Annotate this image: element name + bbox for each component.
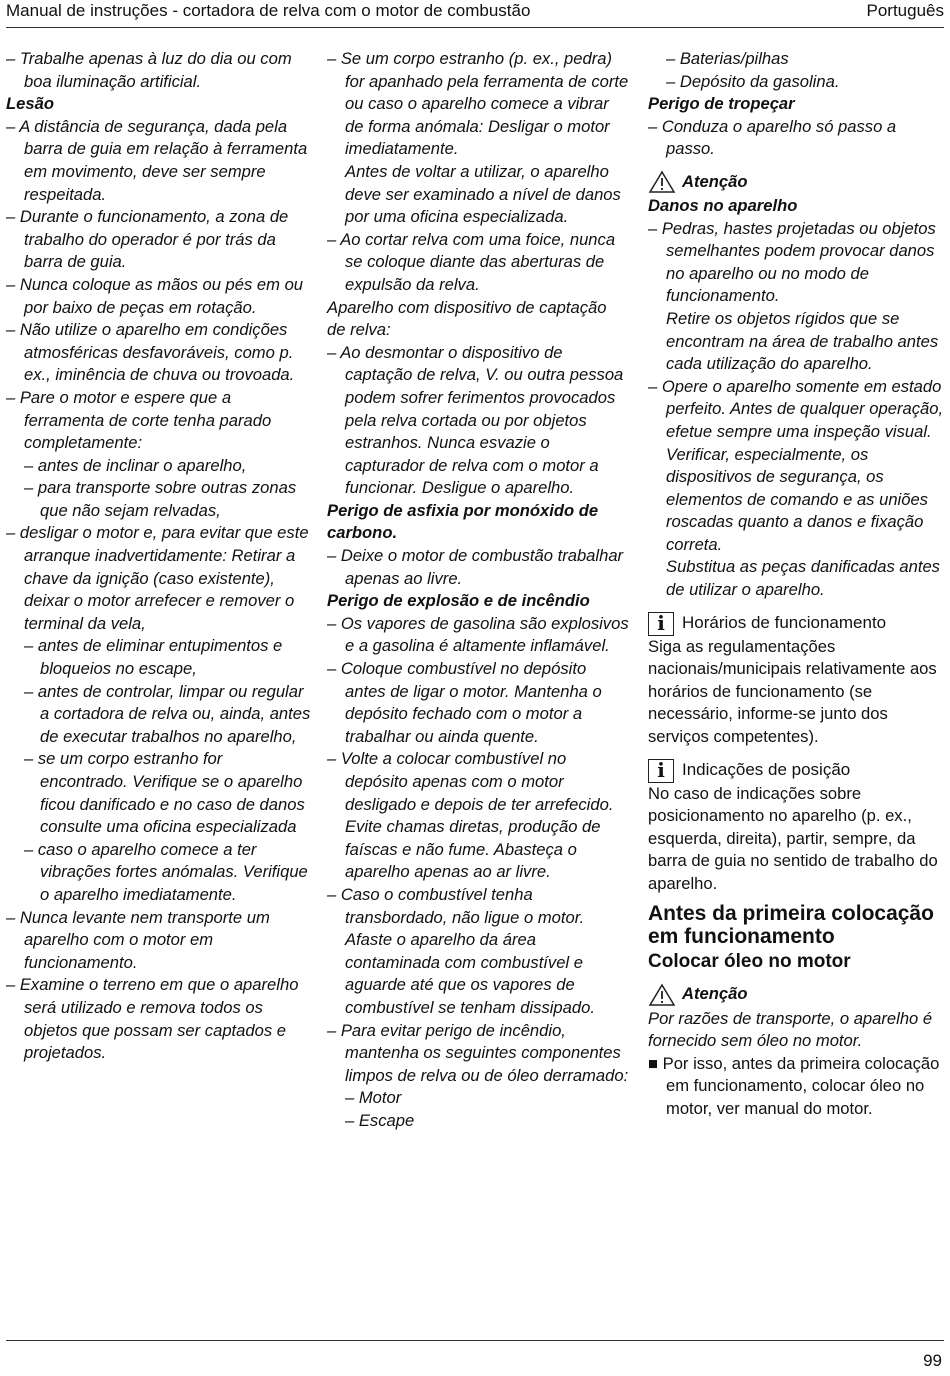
warning-triangle-icon (648, 983, 676, 1007)
manual-title: Manual de instruções - cortadora de relva com o motor de combustão (6, 1, 531, 20)
list-item: – Opere o aparelho somente em estado perfeito. Antes de qualquer operação, efetue sempre uma inspeção visual. Verificar, especialmente, os dispositivos de segurança, os elementos de comando e as uniões roscadas quanto a danos e fixação correta. (648, 376, 944, 554)
list-item: – Motor (345, 1088, 402, 1108)
column-1 (6, 48, 312, 1065)
note-heading-operating-hours: i Horários de funcionamento (648, 612, 946, 636)
column-3-top-list (648, 48, 946, 161)
list-item: – Baterias/pilhas (666, 49, 789, 68)
page-header (6, 0, 944, 28)
list-item: – Durante o funcionamento, a zona de trabalho do operador é por trás da barra de guia. (6, 207, 289, 272)
list-item: Aparelho com dispositivo de captação de relva: (327, 297, 607, 340)
info-icon: i (648, 759, 674, 783)
list-item: Retire os objetos rígidos que se encontram na área de trabalho antes cada utilização do aparelho. (666, 308, 939, 374)
footer-divider (6, 1340, 944, 1341)
list-item: – antes de inclinar o aparelho, (24, 455, 247, 475)
column-2 (327, 48, 629, 1133)
warning-text: Por razões de transporte, o aparelho é fornecido sem óleo no motor. (648, 1008, 933, 1051)
column-3-mid-list (648, 195, 946, 602)
list-item: – Depósito da gasolina. (666, 71, 840, 91)
list-item: – antes de eliminar entupimentos e bloqueios no escape, (24, 636, 283, 679)
list-item: – Trabalhe apenas à luz do dia ou com boa iluminação artificial. (6, 49, 292, 91)
list-item: – se um corpo estranho for encontrado. Verifique se o aparelho ficou danificado e no caso de danos consulte uma oficina especializada (24, 749, 305, 837)
list-item: – Se um corpo estranho (p. ex., pedra) for apanhado pela ferramenta de corte ou caso o aparelho comece a vibrar de forma anómala: Desligar o motor imediatamente. (327, 49, 629, 159)
list-item: – Para evitar perigo de incêndio, mantenha os seguintes componentes limpos de relva ou de óleo derramado: (327, 1020, 629, 1085)
list-item: – Deixe o motor de combustão trabalhar apenas ao livre. (327, 546, 624, 588)
warning-triangle-icon (648, 170, 676, 194)
list-item: – Volte a colocar combustível no depósito apenas com o motor desligado e depois de ter arrefecido. Evite chamas diretas, produção de faíscas e não fume. Abasteça o aparelho apenas ao ar livre. (327, 749, 614, 882)
warning-heading: Atenção (648, 169, 946, 195)
list-item: – antes de controlar, limpar ou regular a cortadora de relva ou, ainda, antes de executar trabalhos no aparelho, (24, 681, 311, 746)
subheading: Lesão (6, 94, 54, 114)
info-icon: i (648, 612, 674, 636)
bullet-item: ■ Por isso, antes da primeira colocação em funcionamento, colocar óleo no motor, ver manual do motor. (648, 1053, 940, 1118)
note-text-position: No caso de indicações sobre posicionamento no aparelho (p. ex., esquerda, direita), partir, sempre, da barra de guia no sentido de trabalho do aparelho. (648, 783, 938, 893)
column-3 (648, 48, 946, 1121)
note-text-operating-hours: Siga as regulamentações nacionais/municipais relativamente aos horários de funcionamento (se necessário, informe-se junto dos serviços competentes). (648, 636, 937, 747)
list-item: – Pare o motor e espere que a ferramenta de corte tenha parado completamente: (6, 387, 272, 453)
subheading: Perigo de asfixia por monóxido de carbono. (327, 500, 599, 543)
list-item: – Ao cortar relva com uma foice, nunca se coloque diante das aberturas de expulsão da relva. (327, 229, 616, 294)
list-item: – A distância de segurança, dada pela barra de guia em relação à ferramenta em movimento, deve ser sempre respeitada. (6, 116, 308, 204)
warning-heading: Atenção (648, 982, 946, 1008)
language-label: Português (866, 1, 944, 20)
list-item: – Ao desmontar o dispositivo de captação de relva, V. ou outra pessoa podem sofrer ferimentos provocados pela relva cortada ou por objetos estranhos. Nunca esvazie o capturador de relva com o motor a funcionar. Desligue o aparelho. (327, 342, 624, 498)
list-item: – para transporte sobre outras zonas que não sejam relvadas, (24, 478, 297, 520)
list-item: – Pedras, hastes projetadas ou objetos semelhantes podem provocar danos no aparelho ou no modo de funcionamento. (648, 218, 936, 306)
list-item: – Nunca levante nem transporte um aparelho com o motor em funcionamento. (6, 907, 270, 972)
section-heading: Antes da primeira colocação em funcionamento (648, 901, 934, 948)
note-heading-position: i Indicações de posição (648, 759, 946, 783)
list-item: – Caso o combustível tenha transbordado, não ligue o motor. Afaste o aparelho da área contaminada com combustível e aguarde até que os vapores de combustível se tenham dissipado. (327, 884, 595, 1017)
list-item: – Coloque combustível no depósito antes de ligar o motor. Mantenha o depósito fechado com o motor a trabalhar ou ainda quente. (327, 659, 602, 746)
list-item: Antes de voltar a utilizar, o aparelho deve ser examinado a nível de danos por uma oficina especializada. (345, 161, 621, 227)
subheading: Perigo de tropeçar (648, 94, 795, 114)
list-item: Substitua as peças danificadas antes de utilizar o aparelho. (666, 557, 940, 600)
subheading: Danos no aparelho (648, 195, 798, 215)
list-item: – Escape (345, 1110, 415, 1130)
list-item: – Conduza o aparelho só passo a passo. (648, 116, 897, 159)
subheading: Perigo de explosão e de incêndio (327, 591, 590, 611)
list-item: – Nunca coloque as mãos ou pés em ou por baixo de peças em rotação. (6, 274, 304, 317)
list-item: – desligar o motor e, para evitar que este arranque inadvertidamente: Retirar a chave da ignição (caso existente), deixar o motor arrefecer e remover o terminal da vela, (6, 523, 309, 633)
subsection-heading: Colocar óleo no motor (648, 950, 851, 972)
page-number: 99 (923, 1351, 942, 1370)
list-item: – Os vapores de gasolina são explosivos e a gasolina é altamente inflamável. (327, 613, 629, 656)
list-item: – Não utilize o aparelho em condições atmosféricas desfavoráveis, como p. ex., iminência de chuva ou trovoada. (6, 320, 295, 385)
list-item: – caso o aparelho comece a ter vibrações fortes anómalas. Verifique o aparelho imediatamente. (24, 839, 308, 904)
list-item: – Examine o terreno em que o aparelho será utilizado e remova todos os objetos que possam ser captados e projetados. (6, 975, 299, 1063)
